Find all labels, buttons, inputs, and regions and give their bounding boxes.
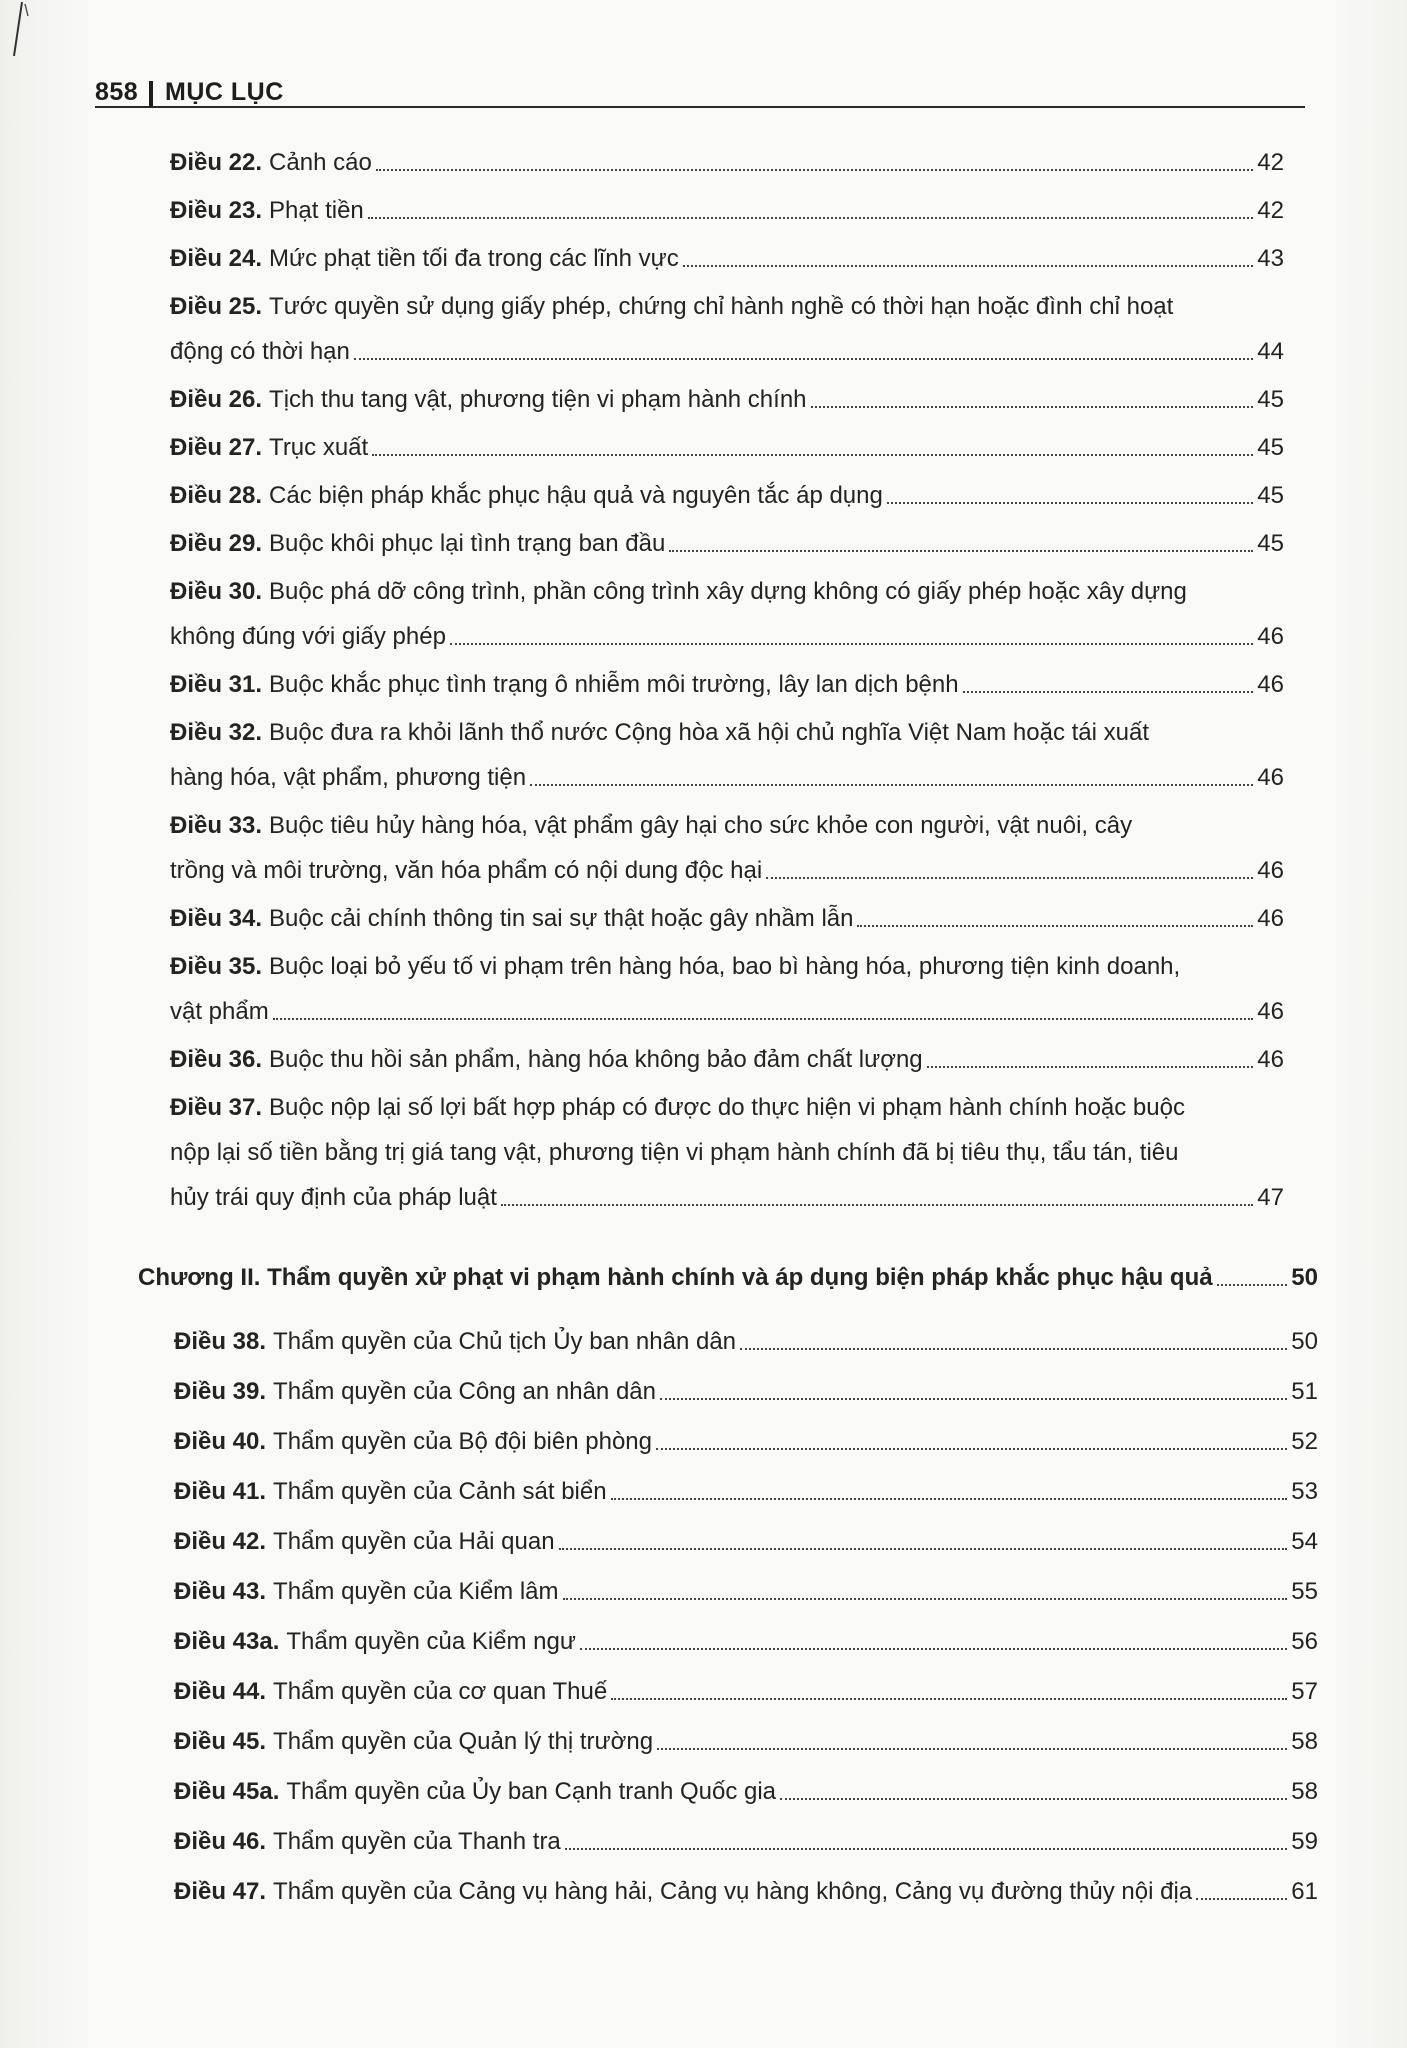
toc-entry-firstline: [170, 952, 1180, 982]
article-label: Điều 29.: [170, 530, 263, 557]
entry-title: Thẩm quyền của Hải quan: [273, 1528, 555, 1555]
entry-title: vật phẩm: [170, 998, 269, 1025]
article-label: Điều 45a.: [174, 1778, 280, 1805]
page-ref: 61: [1291, 1878, 1318, 1905]
toc-entry-firstline: [170, 811, 1132, 841]
dot-leader: [669, 549, 1253, 552]
dot-leader: [450, 642, 1253, 645]
entry-title: Trục xuất: [269, 434, 369, 461]
dot-leader: [611, 1697, 1287, 1700]
page-ref: 50: [1291, 1328, 1318, 1355]
article-label: Điều 35.: [170, 953, 263, 980]
toc-entry: [174, 1777, 1318, 1807]
toc-entry-continuation: nộp lại số tiền bằng trị giá tang vật, phương tiện vi phạm hành chính đã bị tiêu thụ, tẩu tán, tiêu: [170, 1139, 1179, 1166]
page-ref: 58: [1291, 1728, 1318, 1755]
toc-entry: [170, 997, 1284, 1027]
article-label: Điều 34.: [170, 905, 263, 932]
entry-title: hàng hóa, vật phẩm, phương tiện: [170, 764, 527, 791]
article-label: Điều 37.: [170, 1094, 263, 1121]
toc-entry-firstline: [170, 292, 1173, 322]
page-ref: 46: [1257, 857, 1284, 884]
entry-title: Thẩm quyền của Công an nhân dân: [273, 1378, 656, 1405]
toc-entry: [174, 1527, 1318, 1557]
article-label: Điều 28.: [170, 482, 263, 509]
dot-leader: [887, 501, 1253, 504]
page-ref: 45: [1257, 386, 1284, 413]
page-ref: 50: [1291, 1264, 1318, 1291]
toc-entry: [174, 1727, 1318, 1757]
article-label: Điều 43a.: [174, 1628, 280, 1655]
entry-title: Tước quyền sử dụng giấy phép, chứng chỉ hành nghề có thời hạn hoặc đình chỉ hoạt: [269, 293, 1174, 320]
dot-leader: [656, 1447, 1287, 1450]
chapter-entry: [138, 1263, 1318, 1293]
page-ref: 57: [1291, 1678, 1318, 1705]
entry-title: Buộc phá dỡ công trình, phần công trình xây dựng không có giấy phép hoặc xây dựng: [269, 578, 1187, 605]
page-ref: 53: [1291, 1478, 1318, 1505]
dot-leader: [811, 405, 1254, 408]
page-ref: 45: [1257, 482, 1284, 509]
entry-title: Buộc tiêu hủy hàng hóa, vật phẩm gây hại cho sức khỏe con người, vật nuôi, cây: [269, 812, 1133, 839]
article-label: Điều 22.: [170, 149, 263, 176]
toc-entry: [170, 196, 1284, 226]
toc-entry: [174, 1827, 1318, 1857]
entry-title: Thẩm quyền của Quản lý thị trường: [273, 1728, 654, 1755]
dot-leader: [1196, 1897, 1287, 1900]
toc-entry-firstline: [170, 1093, 1185, 1123]
entry-title: Mức phạt tiền tối đa trong các lĩnh vực: [269, 245, 679, 272]
entry-title: Buộc cải chính thông tin sai sự thật hoặc gây nhầm lẫn: [269, 905, 854, 932]
page-ref: 46: [1257, 1046, 1284, 1073]
dot-leader: [563, 1597, 1288, 1600]
dot-leader: [927, 1065, 1254, 1068]
page-ref: 56: [1291, 1628, 1318, 1655]
entry-title: Thẩm quyền của Chủ tịch Ủy ban nhân dân: [273, 1328, 737, 1355]
entry-title: Buộc đưa ra khỏi lãnh thổ nước Cộng hòa xã hội chủ nghĩa Việt Nam hoặc tái xuất: [269, 719, 1150, 746]
toc-entry: [174, 1427, 1318, 1457]
article-label: Điều 30.: [170, 578, 263, 605]
article-label: Điều 42.: [174, 1528, 267, 1555]
entry-title: Tịch thu tang vật, phương tiện vi phạm hành chính: [269, 386, 807, 413]
dot-leader: [372, 453, 1253, 456]
toc-entry: [174, 1677, 1318, 1707]
entry-title: hủy trái quy định của pháp luật: [170, 1184, 497, 1211]
article-label: Điều 25.: [170, 293, 263, 320]
entry-title: Buộc nộp lại số lợi bất hợp pháp có được do thực hiện vi phạm hành chính hoặc buộc: [269, 1094, 1185, 1121]
entry-title: Thẩm quyền của Ủy ban Cạnh tranh Quốc gia: [286, 1778, 777, 1805]
toc-entry: [170, 622, 1284, 652]
page-ref: 52: [1291, 1428, 1318, 1455]
page-ref: 58: [1291, 1778, 1318, 1805]
dot-leader: [963, 690, 1254, 693]
entry-title: Thẩm quyền của Bộ đội biên phòng: [273, 1428, 652, 1455]
dot-leader: [580, 1647, 1287, 1650]
page-ref: 46: [1257, 905, 1284, 932]
toc-entry: [170, 244, 1284, 274]
page-ref: 46: [1257, 764, 1284, 791]
article-label: Điều 44.: [174, 1678, 267, 1705]
toc-entry: [170, 904, 1284, 934]
entry-title: Buộc khắc phục tình trạng ô nhiễm môi trường, lây lan dịch bệnh: [269, 671, 959, 698]
toc-entry: [170, 385, 1284, 415]
page-ref: 46: [1257, 623, 1284, 650]
dot-leader: [273, 1017, 1254, 1020]
toc-entry: [170, 670, 1284, 700]
entry-title: Buộc loại bỏ yếu tố vi phạm trên hàng hóa, bao bì hàng hóa, phương tiện kinh doanh,: [269, 953, 1181, 980]
dot-leader: [660, 1397, 1287, 1400]
dot-leader: [1217, 1283, 1288, 1286]
article-label: Điều 45.: [174, 1728, 267, 1755]
toc-entry-firstline: [170, 577, 1187, 607]
entry-title: Thẩm quyền của Kiểm lâm: [273, 1578, 559, 1605]
article-label: Điều 24.: [170, 245, 263, 272]
entry-title: Các biện pháp khắc phục hậu quả và nguyên tắc áp dụng: [269, 482, 883, 509]
page-ref: 47: [1257, 1184, 1284, 1211]
dot-leader: [857, 924, 1253, 927]
toc-entry: [170, 529, 1284, 559]
toc-entry: [170, 1183, 1284, 1213]
toc-entry: [170, 337, 1284, 367]
dot-leader: [501, 1203, 1253, 1206]
toc-entry: [174, 1627, 1318, 1657]
entry-title: Thẩm quyền của cơ quan Thuế: [273, 1678, 608, 1705]
entry-title: Thẩm quyền của Thanh tra: [273, 1828, 561, 1855]
page-ref: 45: [1257, 530, 1284, 557]
dot-leader: [530, 783, 1253, 786]
toc-entry: [170, 1045, 1284, 1075]
entry-title: động có thời hạn: [170, 338, 350, 365]
entry-title: Thẩm quyền của Cảng vụ hàng hải, Cảng vụ hàng không, Cảng vụ đường thủy nội địa: [273, 1878, 1193, 1905]
toc-entry: [174, 1377, 1318, 1407]
article-label: Điều 38.: [174, 1328, 267, 1355]
toc-entry-firstline: [170, 718, 1149, 748]
page-ref: 51: [1291, 1378, 1318, 1405]
article-label: Điều 27.: [170, 434, 263, 461]
page-number: 858: [95, 78, 139, 106]
entry-title: Buộc khôi phục lại tình trạng ban đầu: [269, 530, 666, 557]
article-label: Điều 33.: [170, 812, 263, 839]
article-label: Điều 43.: [174, 1578, 267, 1605]
chapter-title: Chương II. Thẩm quyền xử phạt vi phạm hành chính và áp dụng biện pháp khắc phục hậu quả: [138, 1264, 1213, 1291]
dot-leader: [766, 876, 1253, 879]
entry-title: không đúng với giấy phép: [170, 623, 446, 650]
dot-leader: [611, 1497, 1288, 1500]
toc-entry: [170, 433, 1284, 463]
page-ref: 43: [1257, 245, 1284, 272]
toc-entry: [174, 1477, 1318, 1507]
toc-entry: [170, 148, 1284, 178]
page-ref: 55: [1291, 1578, 1318, 1605]
dot-leader: [740, 1347, 1287, 1350]
article-label: Điều 31.: [170, 671, 263, 698]
toc-entry: [174, 1577, 1318, 1607]
page-ref: 44: [1257, 338, 1284, 365]
page-ref: 42: [1257, 197, 1284, 224]
article-label: Điều 26.: [170, 386, 263, 413]
entry-title: Buộc thu hồi sản phẩm, hàng hóa không bảo đảm chất lượng: [269, 1046, 923, 1073]
entry-title: Thẩm quyền của Kiểm ngư: [286, 1628, 576, 1655]
dot-leader: [683, 264, 1254, 267]
article-label: Điều 32.: [170, 719, 263, 746]
article-label: Điều 36.: [170, 1046, 263, 1073]
article-label: Điều 46.: [174, 1828, 267, 1855]
article-label: Điều 40.: [174, 1428, 267, 1455]
page-ref: 45: [1257, 434, 1284, 461]
toc-entry: [170, 856, 1284, 886]
article-label: Điều 41.: [174, 1478, 267, 1505]
entry-title: Phạt tiền: [269, 197, 364, 224]
toc-entry: [170, 763, 1284, 793]
page-ref: 54: [1291, 1528, 1318, 1555]
entry-title: Cảnh cáo: [269, 149, 372, 176]
toc-entry: [174, 1327, 1318, 1357]
toc-entry: [174, 1877, 1318, 1907]
toc-entry: [170, 481, 1284, 511]
article-label: Điều 39.: [174, 1378, 267, 1405]
dot-leader: [657, 1747, 1287, 1750]
page-ref: 59: [1291, 1828, 1318, 1855]
page-ref: 42: [1257, 149, 1284, 176]
article-label: Điều 23.: [170, 197, 263, 224]
dot-leader: [354, 357, 1253, 360]
article-label: Điều 47.: [174, 1878, 267, 1905]
dot-leader: [565, 1847, 1288, 1850]
dot-leader: [376, 168, 1254, 171]
entry-title: trồng và môi trường, văn hóa phẩm có nội dung độc hại: [170, 857, 763, 884]
dot-leader: [368, 216, 1254, 219]
dot-leader: [780, 1797, 1287, 1800]
dot-leader: [559, 1547, 1288, 1550]
entry-title: Thẩm quyền của Cảnh sát biển: [273, 1478, 607, 1505]
page-ref: 46: [1257, 671, 1284, 698]
page-ref: 46: [1257, 998, 1284, 1025]
page-title: MỤC LỤC: [165, 78, 284, 106]
